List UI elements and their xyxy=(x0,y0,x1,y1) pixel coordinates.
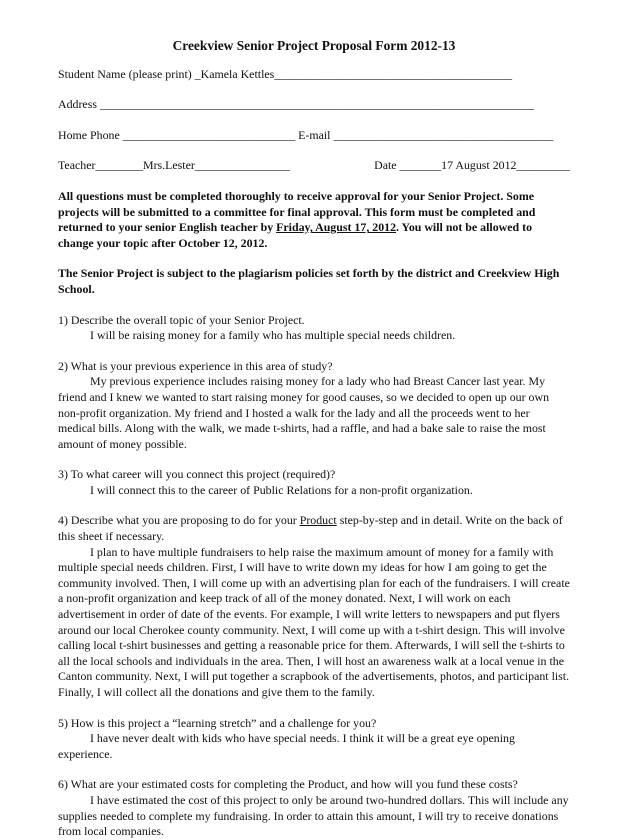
question-1-answer[interactable]: I will be raising money for a family who has multiple special needs children. xyxy=(90,328,456,343)
question-5 xyxy=(58,716,570,763)
question-4-text xyxy=(58,513,570,544)
notice-text-1: All questions must be completed thoroughly to receive approval for your Senior Project. Some projects will be submitted to a committee for final approval. This form must be completed and returned to your senior English teacher by xyxy=(58,188,536,235)
question-6-answer[interactable]: I have estimated the cost of this project to only be around two-hundred dollars. This will include any supplies needed to complete my fundraising. In order to attain this amount, I will try to receive donations from local companies. xyxy=(58,792,569,839)
question-2 xyxy=(58,359,570,453)
instructions-notice xyxy=(58,189,570,251)
proposal-form xyxy=(58,38,570,840)
question-4-text-end: step-by-step and in detail. Write on the back of this sheet if necessary. xyxy=(58,513,563,544)
question-1 xyxy=(58,313,570,344)
product-term: Product xyxy=(299,513,337,528)
question-1-text: 1) Describe the overall topic of your Senior Project. xyxy=(58,312,305,327)
question-3-answer[interactable]: I will connect this to the career of Public Relations for a non-profit organization. xyxy=(90,482,473,497)
question-2-answer[interactable]: My previous experience includes raising money for a lady who had Breast Cancer last year. My friend and I knew we wanted to start raising money for good causes, so we decided to open up our own non-profit organization. My friend and I hosted a walk for the lady and all the proceeds went to her medical bills. Along with the walk, we made t-shirts, had a raffle, and had a bake sale to raise the most amount of money possible. xyxy=(58,374,550,451)
student-name-field[interactable]: Student Name (please print) _Kamela Kettles________________________________________ xyxy=(58,66,513,81)
form-title: Creekview Senior Project Proposal Form 2012-13 xyxy=(172,38,456,53)
date-field[interactable]: Date _______17 August 2012_________ xyxy=(374,158,570,173)
question-2-text: 2) What is your previous experience in this area of study? xyxy=(58,358,333,373)
address-field[interactable]: Address _________________________________________________________________________ xyxy=(58,97,534,112)
question-4-answer[interactable]: I plan to have multiple fundraisers to help raise the maximum amount of money for a family with multiple special needs children. First, I will have to write down my ideas for how I am going to get the community involved. Then, I will come up with an advertising plan for each of the fundraisers. I will create a non-profit organization and keep track of all of the money donated. Next, I will work on each advertisement in order of date of the events. For example, I will write letters to newspapers and put flyers around our local Cherokee county community. Next, I will come up with a t-shirt design. This will involve calling local t-shirt businesses and getting a reasonable price for them. Afterwards, I will sell the t-shirts to all the local schools and individuals in the area. Then, I will host an awareness walk at a local venue in the Canton community. Next, I will put together a scrapbook of the advertisements, photos, and participant list. Finally, I will collect all the donations and give them to the family. xyxy=(58,544,570,699)
teacher-field[interactable]: Teacher________Mrs.Lester________________ xyxy=(58,158,290,173)
question-3 xyxy=(58,467,570,498)
phone-email-field[interactable]: Home Phone _____________________________ E-mail _____________________________________ xyxy=(58,127,554,142)
notice-text-2: . You will not be allowed to change your topic after October 12, 2012. xyxy=(58,220,533,250)
question-5-answer[interactable]: I have never dealt with kids who have special needs. I think it will be a great eye opening experience. xyxy=(58,731,515,761)
question-4 xyxy=(58,513,570,700)
question-4-text-start: 4) Describe what you are proposing to do for your xyxy=(58,513,300,528)
question-6 xyxy=(58,777,570,839)
teacher-date-row xyxy=(58,158,570,174)
question-5-text: 5) How is this project a “learning stretch” and a challenge for you? xyxy=(58,715,377,730)
plagiarism-notice: The Senior Project is subject to the plagiarism policies set forth by the district and Creekview High School. xyxy=(58,266,560,296)
question-3-text: 3) To what career will you connect this project (required)? xyxy=(58,467,336,482)
question-6-text: 6) What are your estimated costs for completing the Product, and how will you fund these costs? xyxy=(58,777,518,792)
due-date: Friday, August 17, 2012 xyxy=(276,220,397,235)
